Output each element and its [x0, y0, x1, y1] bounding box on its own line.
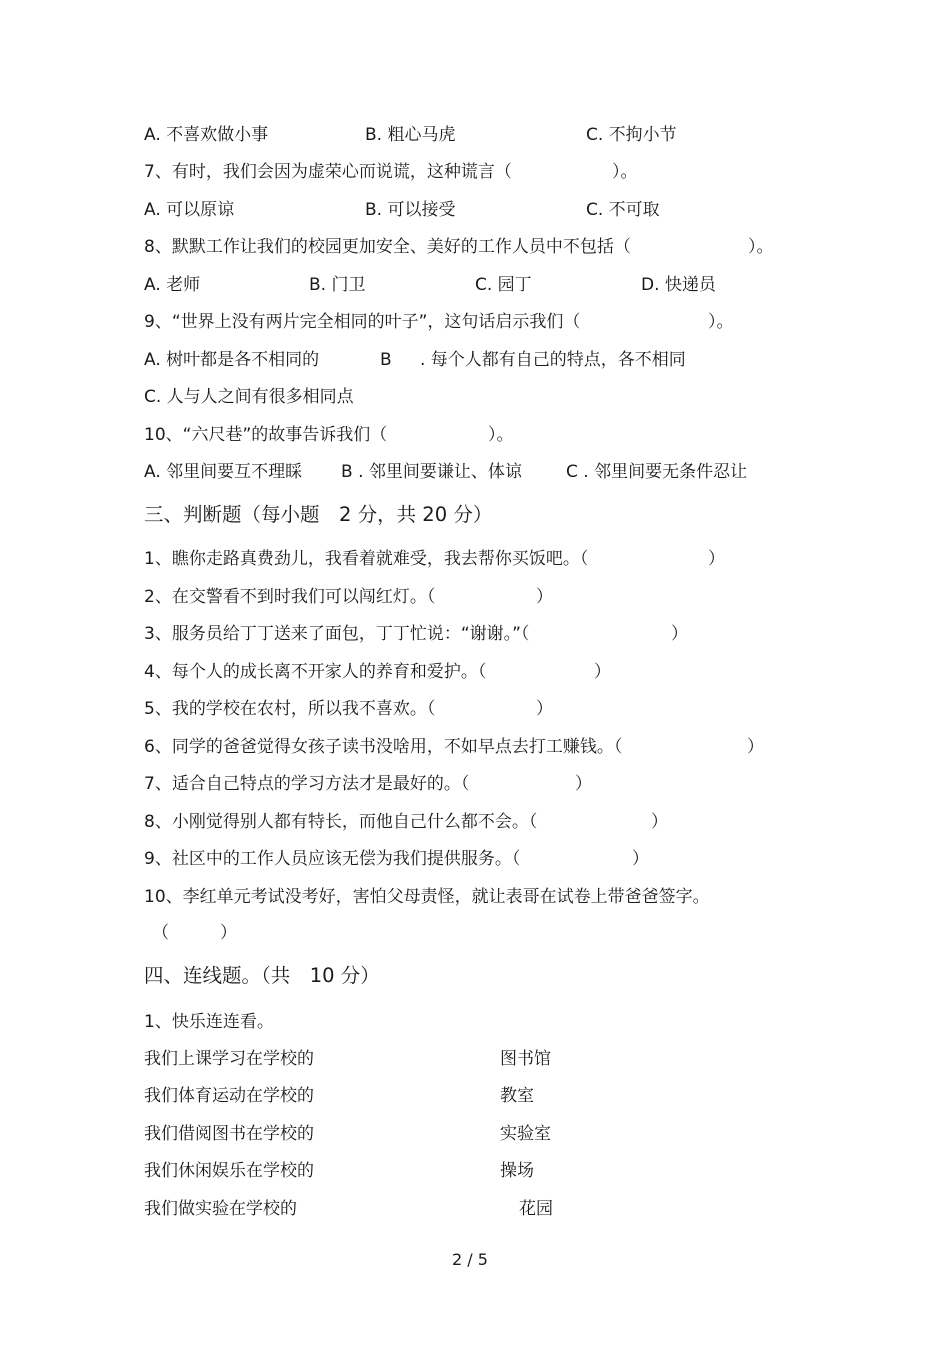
- judge-item-1: 1、瞧你走路真费劲儿，我看着就难受，我去帮你买饭吧。（: [144, 549, 589, 569]
- match-left-5: 我们做实验在学校的: [144, 1199, 297, 1219]
- section4-heading: 四、连线题。（共 10 分）: [144, 964, 380, 987]
- judge-item-7: 7、适合自己特点的学习方法才是最好的。（: [144, 774, 470, 794]
- judge-item-4-close: ）: [594, 662, 611, 682]
- q8-option-d: D. 快递员: [641, 275, 716, 295]
- judge-item-6-close: ）: [747, 737, 764, 757]
- match-right-5: 花园: [519, 1199, 553, 1219]
- judge-item-9-close: ）: [632, 849, 649, 869]
- q6-option-a: A. 不喜欢做小事: [144, 125, 269, 145]
- q7-option-c: C. 不可取: [586, 200, 660, 220]
- judge-item-2-close: ）: [536, 587, 553, 607]
- q8-question: 8、默默工作让我们的校园更加安全、美好的工作人员中不包括（: [144, 237, 631, 257]
- q8-option-b: B. 门卫: [309, 275, 366, 295]
- match-right-4: 操场: [500, 1161, 534, 1181]
- match-left-4: 我们休闲娱乐在学校的: [144, 1161, 314, 1181]
- q6-option-c: C. 不拘小节: [586, 125, 677, 145]
- judge-item-3-close: ）: [671, 624, 688, 644]
- judge-item-8: 8、小刚觉得别人都有特长，而他自己什么都不会。（: [144, 812, 538, 832]
- q9-option-b-letter: B: [380, 350, 392, 370]
- q9-option-a: A. 树叶都是各不相同的: [144, 350, 320, 370]
- judge-item-10-close: （ ）: [152, 923, 237, 943]
- q9-question: 9、“世界上没有两片完全相同的叶子”，这句话启示我们（: [144, 312, 581, 332]
- judge-item-8-close: ）: [651, 812, 668, 832]
- q9-option-c: C. 人与人之间有很多相同点: [144, 387, 354, 407]
- judge-item-5: 5、我的学校在农村，所以我不喜欢。（: [144, 699, 436, 719]
- q7-option-a: A. 可以原谅: [144, 200, 235, 220]
- judge-item-5-close: ）: [536, 699, 553, 719]
- q8-option-c: C. 园丁: [475, 275, 532, 295]
- judge-item-3: 3、服务员给丁丁送来了面包，丁丁忙说：“谢谢。”（: [144, 624, 530, 644]
- q8-option-a: A. 老师: [144, 275, 201, 295]
- match-right-1: 图书馆: [500, 1049, 551, 1069]
- match-right-3: 实验室: [500, 1124, 551, 1144]
- q7-option-b: B. 可以接受: [365, 200, 456, 220]
- match-left-1: 我们上课学习在学校的: [144, 1049, 314, 1069]
- judge-item-7-close: ）: [575, 774, 592, 794]
- q9-answer-close: ）。: [708, 312, 734, 332]
- page-number: 2 / 5: [452, 1250, 488, 1269]
- q6-option-b: B. 粗心马虎: [365, 125, 456, 145]
- q7-question: 7、有时，我们会因为虚荣心而说谎，这种谎言（: [144, 162, 512, 182]
- q7-answer-close: ）。: [612, 162, 638, 182]
- judge-item-2: 2、在交警看不到时我们可以闯红灯。（: [144, 587, 436, 607]
- q8-answer-close: ）。: [748, 237, 774, 257]
- judge-item-9: 9、社区中的工作人员应该无偿为我们提供服务。（: [144, 849, 521, 869]
- match-left-3: 我们借阅图书在学校的: [144, 1124, 314, 1144]
- judge-item-6: 6、同学的爸爸觉得女孩子读书没啥用，不如早点去打工赚钱。（: [144, 737, 623, 757]
- q10-option-a: A. 邻里间要互不理睬: [144, 462, 303, 482]
- q10-answer-close: ）。: [488, 425, 514, 445]
- judge-item-10: 10、李红单元考试没考好，害怕父母责怪，就让表哥在试卷上带爸爸签字。: [144, 887, 710, 907]
- matching-question-1: 1、快乐连连看。: [144, 1012, 274, 1032]
- q10-question: 10、“六尺巷”的故事告诉我们（: [144, 425, 388, 445]
- q9-option-b: . 每个人都有自己的特点，各不相同: [420, 350, 686, 370]
- section3-heading: 三、判断题（每小题 2 分，共 20 分）: [144, 503, 493, 526]
- match-left-2: 我们体育运动在学校的: [144, 1086, 314, 1106]
- judge-item-1-close: ）: [708, 549, 725, 569]
- match-right-2: 教室: [500, 1086, 534, 1106]
- q10-option-c: C . 邻里间要无条件忍让: [566, 462, 748, 482]
- judge-item-4: 4、每个人的成长离不开家人的养育和爱护。（: [144, 662, 487, 682]
- q10-option-b: B . 邻里间要谦让、体谅: [341, 462, 522, 482]
